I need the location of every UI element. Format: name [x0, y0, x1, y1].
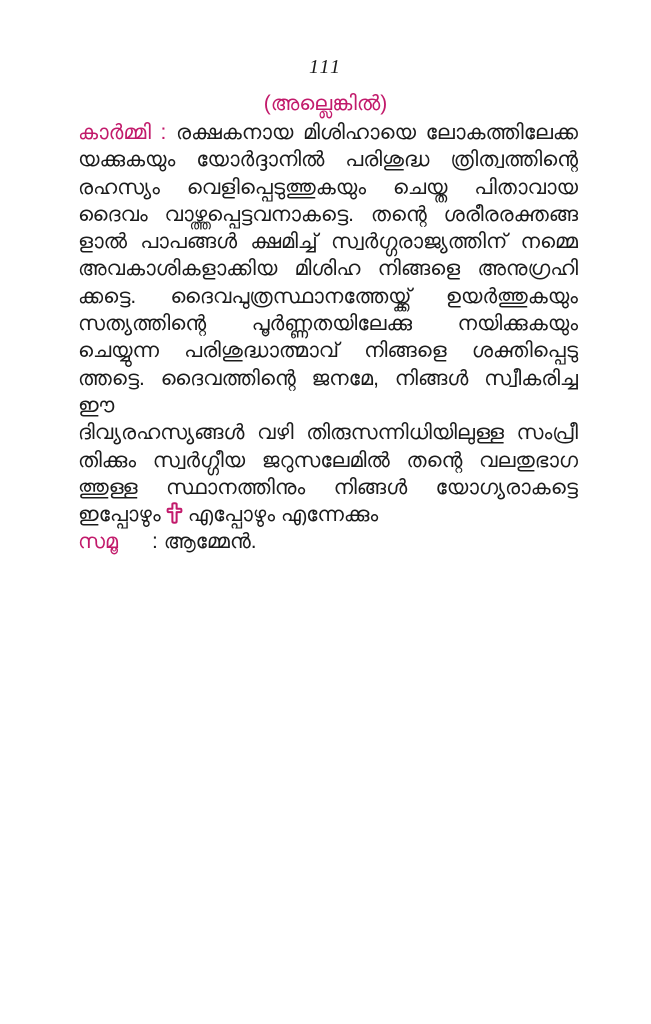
celebrant-label: കാർമ്മി — [78, 121, 151, 144]
response-text: ആമ്മേൻ. — [163, 530, 257, 554]
alternative-heading: (അല്ലെങ്കിൽ) — [263, 92, 388, 115]
prayer-line: തിക്കും സ്വർഗ്ഗീയ ജറുസലേമിൽ തന്റെ വലതുഭാഗ — [78, 448, 578, 472]
prayer-line-text: രക്ഷകനായ മിശിഹായെ ലോകത്തിലേക്ക — [176, 121, 578, 144]
closing-after-cross: എപ്പോഴും എന്നേക്കും — [187, 503, 379, 527]
prayer-line: ളാൽ പാപങ്ങൾ ക്ഷമിച്ച് സ്വർഗ്ഗരാജ്യത്തിന് നമ്മെ — [78, 230, 578, 254]
prayer-line — [78, 119, 578, 146]
congregation-label: സമൂ — [78, 530, 119, 554]
prayer-line: അവകാശികളാക്കിയ മിശിഹ നിങ്ങളെ അനുഗ്രഹി — [78, 257, 578, 281]
speaker-colon: : — [160, 121, 167, 144]
prayer-line: ത്തുള്ള സ്ഥാനത്തിനും നിങ്ങൾ യോഗ്യരാകട്ടെ — [78, 475, 578, 499]
prayer-paragraph — [78, 119, 578, 556]
prayer-line: ദൈവം വാഴ്ത്തപ്പെട്ടവനാകട്ടെ. തന്റെ ശരീരരക്തങ്ങ — [78, 202, 578, 226]
prayer-line: രഹസ്യം വെളിപ്പെടുത്തുകയും ചെയ്ത പിതാവായ — [78, 175, 578, 199]
prayer-line: യക്കുകയും യോർദ്ദാനിൽ പരിശുദ്ധ ത്രിത്വത്തിന്റെ — [78, 148, 578, 172]
prayer-line: ത്തട്ടെ. ദൈവത്തിന്റെ ജനമേ, നിങ്ങൾ സ്വീകരിച്ച ഈ — [78, 366, 578, 417]
spacer — [166, 121, 176, 144]
prayer-line: സത്യത്തിന്റെ പൂർണ്ണതയിലേക്കു നയിക്കുകയും — [78, 312, 578, 336]
response-colon: : — [152, 530, 158, 554]
closing-before-cross: ഇപ്പോഴും — [78, 503, 161, 527]
prayer-closing-line — [78, 501, 578, 528]
prayer-line: ക്കട്ടെ. ദൈവപുത്രസ്ഥാനത്തേയ്ക്ക് ഉയർത്തുകയും — [78, 284, 578, 308]
celebrant-separator — [151, 121, 161, 144]
page-number: 111 — [308, 56, 343, 78]
cross-icon — [166, 502, 183, 524]
response-line — [78, 528, 578, 555]
prayer-line: ചെയ്യുന്ന പരിശുദ്ധാത്മാവ് നിങ്ങളെ ശക്തിപ്പെടു — [78, 339, 578, 363]
prayer-line: ദിവ്യരഹസ്യങ്ങൾ വഴി തിരുസന്നിധിയിലുള്ള സംപ്രീ — [78, 421, 578, 445]
